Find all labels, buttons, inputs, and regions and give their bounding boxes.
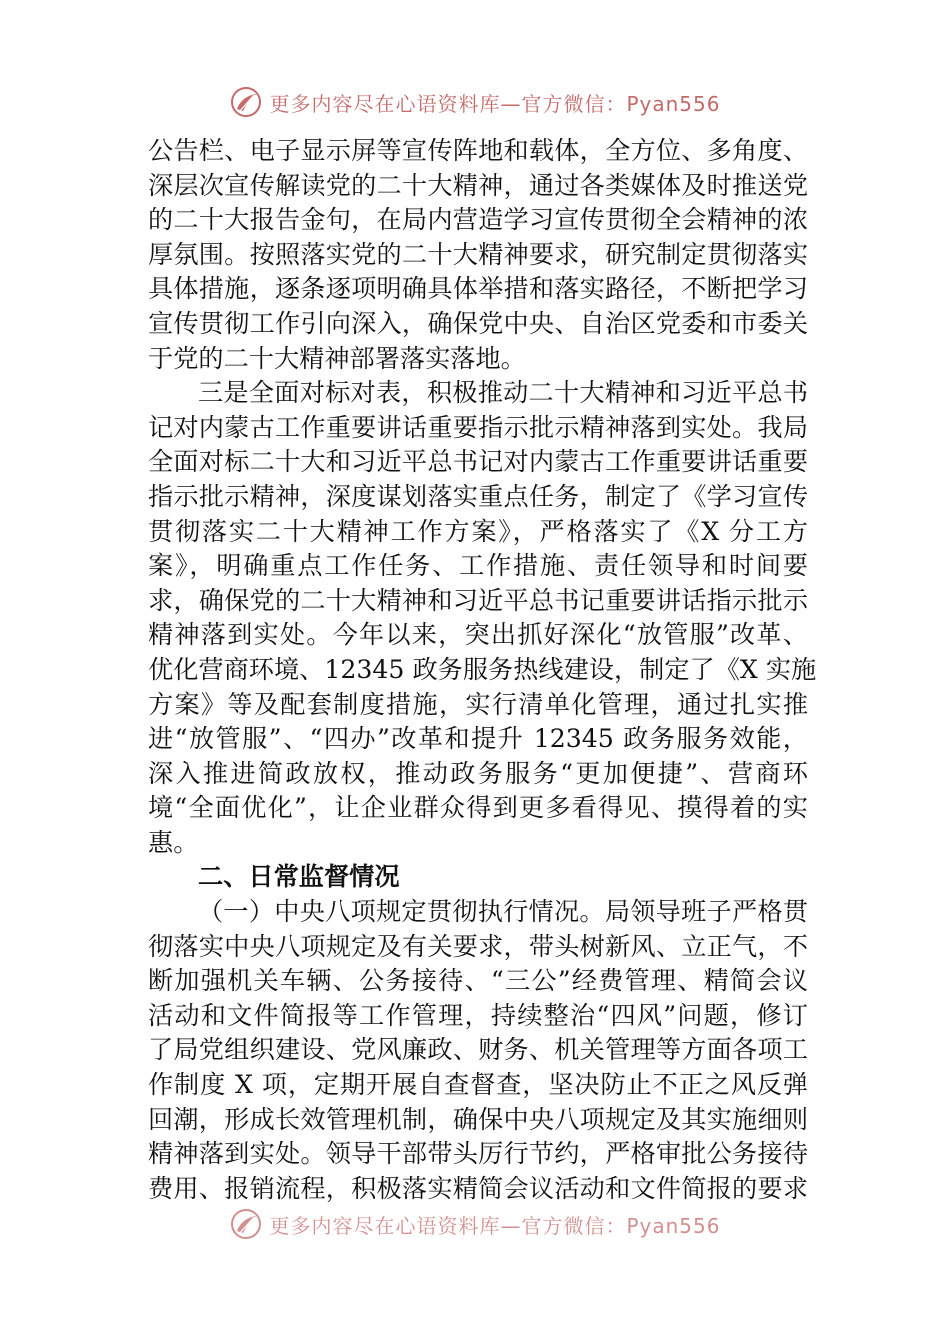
text-line: 进“放管服”、“四办”改革和提升 12345 政务服务效能，	[148, 724, 808, 754]
text-line: 求，确保党的二十大精神和习近平总书记重要讲话指示批示	[148, 585, 808, 615]
watermark-logo-icon	[229, 85, 263, 119]
text-line: 记对内蒙古工作重要讲话重要指示批示精神落到实处。我局	[148, 412, 808, 442]
text-line: 费用、报销流程，积极落实精简会议活动和文件简报的要求	[148, 1173, 808, 1203]
text-line: 了局党组织建设、党风廉政、财务、机关管理等方面各项工	[148, 1035, 808, 1065]
watermark-text: 更多内容尽在心语资料库—官方微信：Pyan556	[269, 91, 721, 116]
text-line: 深层次宣传解读党的二十大精神，通过各类媒体及时推送党	[148, 170, 808, 200]
section-heading: 二、日常监督情况	[198, 862, 400, 892]
text-line: 深入推进简政放权，推动政务服务“更加便捷”、营商环	[148, 758, 808, 788]
text-line: 活动和文件简报等工作管理，持续整治“四风”问题，修订	[148, 1000, 808, 1030]
text-line: 优化营商环境、12345 政务服务热线建设，制定了《X 实施	[148, 654, 817, 684]
text-line: 回潮，形成长效管理机制，确保中央八项规定及其实施细则	[148, 1104, 808, 1134]
text-line: 厚氛围。按照落实党的二十大精神要求，研究制定贯彻落实	[148, 239, 808, 269]
text-line: 断加强机关车辆、公务接待、“三公”经费管理、精简会议	[148, 966, 808, 996]
text-line: 的二十大报告金句，在局内营造学习宣传贯彻全会精神的浓	[148, 205, 808, 235]
watermark-top	[0, 84, 950, 120]
text-line: 惠。	[148, 827, 199, 857]
watermark-text: 更多内容尽在心语资料库—官方微信：Pyan556	[269, 1213, 721, 1238]
text-line: 全面对标二十大和习近平总书记对内蒙古工作重要讲话重要	[148, 447, 808, 477]
text-line: 境“全面优化”，让企业群众得到更多看得见、摸得着的实	[148, 793, 808, 823]
paragraph-first-line: 三是全面对标对表，积极推动二十大精神和习近平总书	[198, 378, 808, 408]
text-line: 宣传贯彻工作引向深入，确保党中央、自治区党委和市委关	[148, 308, 808, 338]
watermark-bottom	[0, 1206, 950, 1242]
text-line: 精神落到实处。今年以来，突出抓好深化“放管服”改革、	[148, 620, 808, 650]
text-line: 彻落实中央八项规定及有关要求，带头树新风、立正气，不	[148, 931, 808, 961]
text-line: 方案》等及配套制度措施，实行清单化管理，通过扎实推	[148, 689, 808, 719]
text-line: 作制度 X 项，定期开展自查督查，坚决防止不正之风反弹	[148, 1070, 808, 1100]
document-body	[148, 134, 817, 1206]
text-line: 于党的二十大精神部署落实落地。	[148, 343, 526, 373]
text-line: 贯彻落实二十大精神工作方案》，严格落实了《X 分工方	[148, 516, 808, 546]
text-line: 指示批示精神，深度谋划落实重点任务，制定了《学习宣传	[148, 481, 808, 511]
text-line: 公告栏、电子显示屏等宣传阵地和载体，全方位、多角度、	[148, 136, 808, 165]
paragraph-first-line: （一）中央八项规定贯彻执行情况。局领导班子严格贯	[198, 897, 808, 927]
text-line: 具体措施，逐条逐项明确具体举措和落实路径，不断把学习	[148, 274, 808, 304]
watermark-logo-icon	[229, 1207, 263, 1241]
text-line: 案》，明确重点工作任务、工作措施、责任领导和时间要	[148, 551, 808, 581]
text-line: 精神落到实处。领导干部带头厉行节约，严格审批公务接待	[148, 1139, 808, 1169]
